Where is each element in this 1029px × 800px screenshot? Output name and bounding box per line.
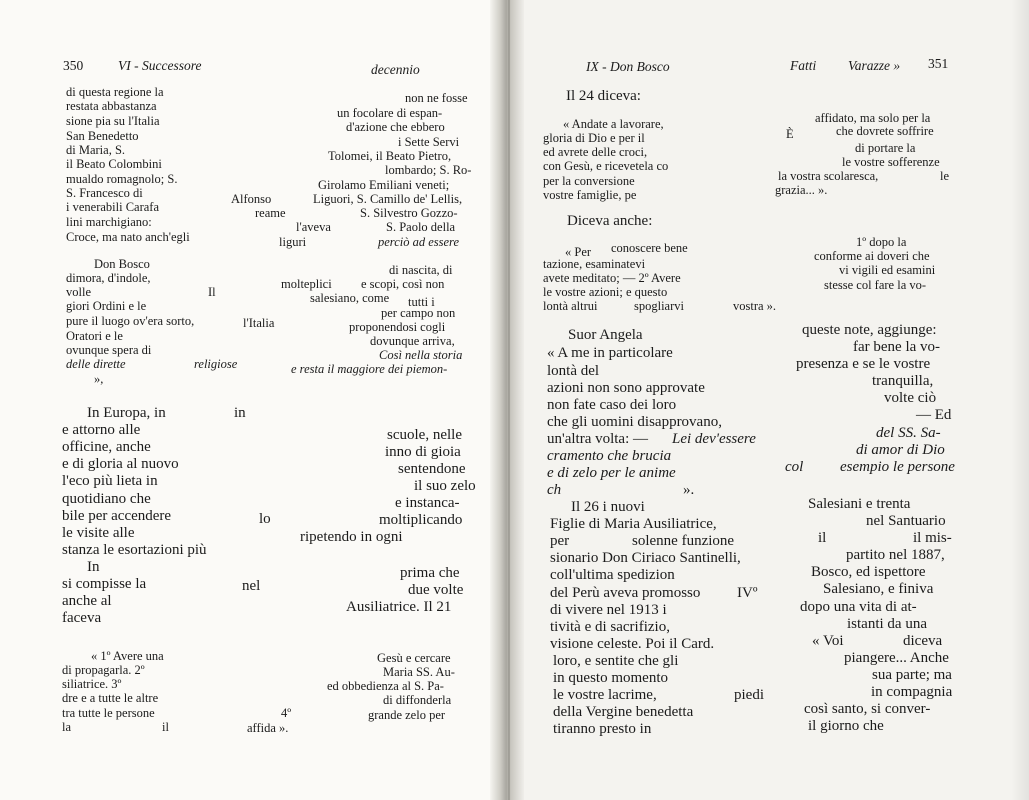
text-line: tutti i bbox=[408, 295, 435, 309]
text-line: diceva bbox=[903, 633, 943, 649]
text-line: un focolare di espan- bbox=[337, 106, 443, 120]
text-line: restata abbastanza bbox=[66, 99, 157, 113]
text-line: azioni non sono approvate bbox=[547, 380, 705, 396]
text-line: di diffonderla bbox=[383, 693, 452, 707]
text-line: — Ed bbox=[916, 407, 952, 423]
text-line: così santo, si conver- bbox=[804, 701, 931, 717]
text-line: del Perù aveva promosso bbox=[550, 585, 701, 601]
text-line: e scopi, così non bbox=[361, 277, 445, 291]
text-line: ch bbox=[547, 482, 562, 498]
text-line: del SS. Sa- bbox=[876, 425, 941, 441]
text-line: le bbox=[940, 169, 950, 183]
left-page-number: 350 bbox=[63, 58, 84, 73]
text-line: prima che bbox=[400, 565, 460, 581]
text-line: l'Italia bbox=[243, 316, 275, 330]
text-line: tra tutte le persone bbox=[62, 706, 155, 720]
text-line: salesiano, come bbox=[310, 291, 390, 305]
text-line: moltiplicando bbox=[379, 512, 463, 528]
text-line: di vivere nel 1913 i bbox=[550, 602, 667, 618]
text-line: avete meditato; — 2º Avere bbox=[543, 271, 681, 285]
text-line: anche al bbox=[62, 593, 112, 609]
text-line: il mis- bbox=[913, 530, 952, 546]
text-line: sione pia su l'Italia bbox=[66, 114, 160, 128]
text-line: e attorno alle bbox=[62, 422, 141, 438]
text-line: religiose bbox=[194, 357, 238, 371]
text-line: pure il luogo ov'era sorto, bbox=[66, 314, 195, 328]
text-line: il suo zelo bbox=[414, 478, 476, 494]
text-line: In Europa, in bbox=[87, 405, 166, 421]
text-line: stanza le esortazioni più bbox=[62, 542, 207, 558]
text-line: presenza e se le vostre bbox=[796, 356, 931, 372]
text-line: Diceva anche: bbox=[567, 213, 653, 229]
text-line: visione celeste. Poi il Card. bbox=[550, 636, 715, 652]
text-line: mualdo romagnolo; S. bbox=[66, 172, 178, 186]
text-line: lo bbox=[259, 511, 271, 527]
text-line: la vostra scolaresca, bbox=[778, 169, 879, 183]
text-line: « Andate a lavorare, bbox=[563, 117, 664, 131]
text-line: Salesiani e trenta bbox=[808, 496, 911, 512]
text-line: in compagnia bbox=[871, 684, 953, 700]
gutter-fold-line bbox=[508, 0, 510, 800]
text-line: esempio le persone bbox=[840, 459, 955, 475]
text-line: sua parte; ma bbox=[872, 667, 952, 683]
text-line: cramento che brucia bbox=[547, 448, 672, 464]
text-line: per la conversione bbox=[543, 174, 635, 188]
text-line: Gesù e cercare bbox=[377, 651, 451, 665]
text-line: tività e di sacrifizio, bbox=[550, 619, 670, 635]
text-line: di propagarla. 2º bbox=[62, 663, 145, 677]
text-line: 4º bbox=[281, 706, 292, 720]
text-line: ripetendo in ogni bbox=[300, 529, 403, 545]
text-line: nel bbox=[242, 578, 261, 594]
text-line: istanti da una bbox=[847, 616, 927, 632]
text-line: stesse col fare la vo- bbox=[824, 278, 927, 292]
text-line: San Benedetto bbox=[66, 129, 139, 143]
text-line: di questa regione la bbox=[66, 85, 164, 99]
text-line: lini marchigiano: bbox=[66, 215, 152, 229]
text-line: con Gesù, e ricevetela co bbox=[543, 159, 669, 173]
text-line: dimora, d'indole, bbox=[66, 271, 151, 285]
text-line: volle bbox=[66, 285, 91, 299]
text-line: sionario Don Ciriaco Santinelli, bbox=[550, 550, 741, 566]
text-line: queste note, aggiunge: bbox=[802, 322, 937, 338]
text-line: nel Santuario bbox=[866, 513, 946, 529]
text-line: conforme ai doveri che bbox=[814, 249, 930, 263]
text-line: S. Silvestro Gozzo- bbox=[360, 206, 458, 220]
text-line: gloria di Dio e per il bbox=[543, 131, 645, 145]
text-line: per campo non bbox=[381, 306, 456, 320]
text-line: far bene la vo- bbox=[853, 339, 941, 355]
text-line: Liguori, S. Camillo de' Lellis, bbox=[313, 192, 463, 206]
text-line: « A me in particolare bbox=[547, 345, 673, 361]
text-line: conoscere bene bbox=[611, 241, 688, 255]
text-line: i Sette Servi bbox=[398, 135, 460, 149]
text-line: dre e a tutte le altre bbox=[62, 691, 159, 705]
text-line: le vostre sofferenze bbox=[842, 155, 940, 169]
text-line: dovunque arriva, bbox=[370, 334, 455, 348]
text-line: lombardo; S. Ro- bbox=[385, 163, 472, 177]
text-line: lontà altrui bbox=[543, 299, 598, 313]
text-line: le visite alle bbox=[62, 525, 135, 541]
text-line: d'azione che ebbero bbox=[346, 120, 445, 134]
text-line: ». bbox=[683, 482, 695, 498]
text-line: Il bbox=[208, 285, 216, 299]
text-line: di amor di Dio bbox=[856, 442, 945, 458]
text-line: Figlie di Maria Ausiliatrice, bbox=[550, 516, 717, 532]
text-line: liguri bbox=[279, 235, 307, 249]
text-line: la bbox=[62, 720, 72, 734]
left-running-subtitle: decennio bbox=[371, 62, 420, 77]
text-line: coll'ultima spedizion bbox=[550, 567, 675, 583]
text-line: perciò ad essere bbox=[378, 235, 459, 249]
text-line: il giorno che bbox=[808, 718, 884, 734]
text-line: un'altra volta: — bbox=[547, 431, 649, 447]
text-line: il bbox=[818, 530, 827, 546]
text-line: Oratori e le bbox=[66, 329, 123, 343]
text-line: quotidiano che bbox=[62, 491, 151, 507]
text-line: Alfonso bbox=[231, 192, 272, 206]
text-line: che dovrete soffrire bbox=[836, 124, 934, 138]
text-line: l'eco più lieta in bbox=[62, 473, 158, 489]
text-line: partito nel 1887, bbox=[846, 547, 945, 563]
text-line: 1º dopo la bbox=[856, 235, 907, 249]
text-line: Salesiano, e finiva bbox=[823, 581, 934, 597]
text-line: Suor Angela bbox=[568, 327, 643, 343]
text-line: spogliarvi bbox=[634, 299, 684, 313]
text-line: officine, anche bbox=[62, 439, 151, 455]
text-line: tiranno presto in bbox=[553, 721, 652, 737]
text-line: i venerabili Carafa bbox=[66, 200, 160, 214]
text-line: ed avrete delle croci, bbox=[543, 145, 648, 159]
text-line: S. Francesco di bbox=[66, 186, 143, 200]
text-line: vostra ». bbox=[733, 299, 777, 313]
text-line: Così nella storia bbox=[379, 348, 463, 362]
text-line: In bbox=[87, 559, 100, 575]
text-line: delle dirette bbox=[66, 357, 126, 371]
text-line: non ne fosse bbox=[405, 91, 468, 105]
text-line: non fate caso dei loro bbox=[547, 397, 677, 413]
text-line: affida ». bbox=[247, 721, 289, 735]
text-line: che gli uomini disapprovano, bbox=[547, 414, 722, 430]
text-line: molteplici bbox=[281, 277, 332, 291]
text-line: tranquilla, bbox=[872, 373, 934, 389]
text-line: « 1º Avere una bbox=[91, 649, 164, 663]
text-line: dopo una vita di at- bbox=[800, 599, 917, 615]
text-line: tazione, esaminatevi bbox=[543, 257, 646, 271]
text-line: grande zelo per bbox=[368, 708, 446, 722]
text-line: grazia... ». bbox=[775, 183, 828, 197]
text-line: le vostre azioni; e questo bbox=[543, 285, 668, 299]
text-line: di nascita, di bbox=[389, 263, 453, 277]
text-line: È bbox=[786, 127, 794, 141]
text-line: Il 24 diceva: bbox=[566, 88, 641, 104]
left-running-title: VI - Successore bbox=[118, 58, 202, 73]
text-line: bile per accendere bbox=[62, 508, 172, 524]
text-line: scuole, nelle bbox=[387, 427, 462, 443]
text-line: di Maria, S. bbox=[66, 143, 126, 157]
text-line: solenne funzione bbox=[632, 533, 735, 549]
text-line: siliatrice. 3º bbox=[62, 677, 122, 691]
text-line: col bbox=[785, 459, 804, 475]
text-line: e resta il maggiore dei piemon- bbox=[291, 362, 448, 376]
text-line: si compisse la bbox=[62, 576, 147, 592]
text-line: per bbox=[550, 533, 570, 549]
text-line: della Vergine benedetta bbox=[553, 704, 694, 720]
text-line: Ausiliatrice. Il 21 bbox=[346, 599, 452, 615]
text-line: l'aveva bbox=[296, 220, 331, 234]
right-running-title: IX - Don Bosco bbox=[586, 59, 670, 74]
text-line: Maria SS. Au- bbox=[383, 665, 455, 679]
right-running-subtitle-right: Varazze » bbox=[848, 58, 901, 73]
text-line: inno di gioia bbox=[385, 444, 461, 460]
text-line: volte ciò bbox=[884, 390, 937, 406]
text-line: vostre famiglie, pe bbox=[543, 188, 637, 202]
text-line: Il 26 i nuovi bbox=[571, 499, 645, 515]
text-line: il bbox=[162, 720, 169, 734]
text-line: Girolamo Emiliani veneti; bbox=[318, 178, 450, 192]
text-line: sentendone bbox=[398, 461, 466, 477]
text-line: Croce, ma nato anch'egli bbox=[66, 230, 190, 244]
text-line: faceva bbox=[62, 610, 102, 626]
page-edge-shadow bbox=[1011, 0, 1029, 800]
text-line: Tolomei, il Beato Pietro, bbox=[328, 149, 452, 163]
text-line: reame bbox=[255, 206, 286, 220]
text-line: in questo momento bbox=[553, 670, 668, 686]
text-line: ovunque spera di bbox=[66, 343, 152, 357]
book-gutter bbox=[490, 0, 524, 800]
text-line: Bosco, ed ispettore bbox=[811, 564, 926, 580]
text-line: Lei dev'essere bbox=[672, 431, 756, 447]
text-line: proponendosi cogli bbox=[349, 320, 446, 334]
right-page-number: 351 bbox=[928, 56, 949, 71]
text-line: in bbox=[234, 405, 246, 421]
text-line: », bbox=[94, 372, 104, 386]
text-line: il Beato Colombini bbox=[66, 157, 162, 171]
text-line: due volte bbox=[408, 582, 464, 598]
text-line: piedi bbox=[734, 687, 764, 703]
text-line: vi vigili ed esamini bbox=[839, 263, 936, 277]
text-line: affidato, ma solo per la bbox=[815, 111, 931, 125]
text-line: lontà del bbox=[547, 363, 600, 379]
text-line: ed obbedienza al S. Pa- bbox=[327, 679, 444, 693]
text-line: S. Paolo della bbox=[386, 220, 456, 234]
text-line: e di gloria al nuovo bbox=[62, 456, 179, 472]
text-line: loro, e sentite che gli bbox=[553, 653, 679, 669]
text-line: Don Bosco bbox=[94, 257, 150, 271]
right-running-subtitle-left: Fatti bbox=[790, 58, 817, 73]
text-line: « Per bbox=[565, 245, 592, 259]
text-line: e instanca- bbox=[395, 495, 460, 511]
text-line: di portare la bbox=[855, 141, 916, 155]
text-line: piangere... Anche bbox=[844, 650, 949, 666]
text-line: giori Ordini e le bbox=[66, 299, 147, 313]
text-line: « Voi bbox=[812, 633, 844, 649]
text-line: e di zelo per le anime bbox=[547, 465, 676, 481]
text-line: IVº bbox=[737, 585, 758, 601]
text-line: le vostre lacrime, bbox=[553, 687, 657, 703]
